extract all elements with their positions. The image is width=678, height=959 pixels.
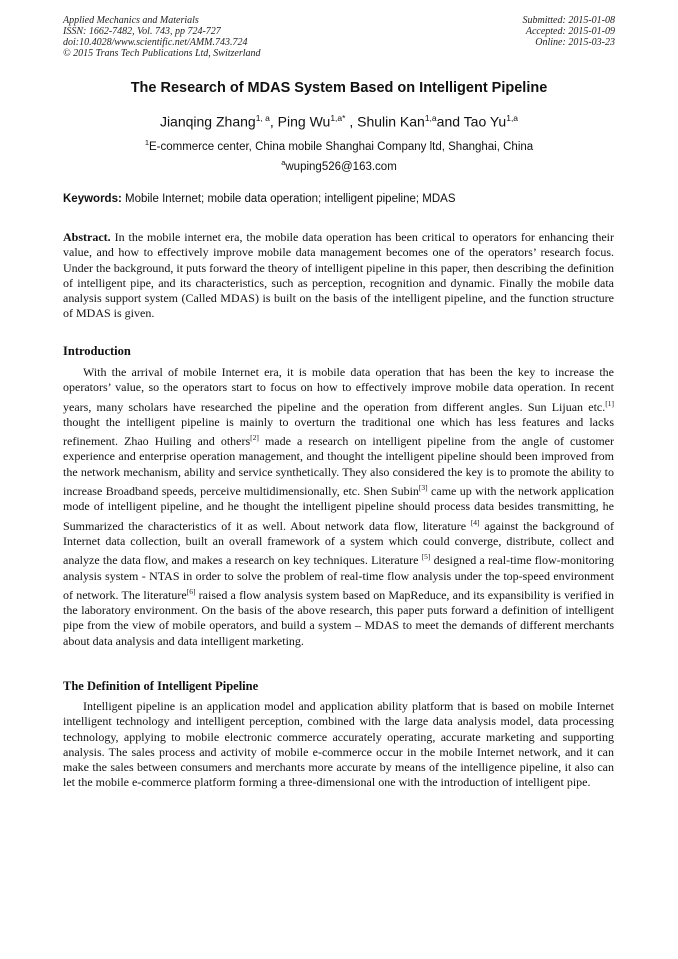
submitted-date: Submitted: 2015-01-08 bbox=[522, 15, 615, 26]
abstract-label: Abstract. bbox=[63, 230, 111, 244]
section-heading-definition: The Definition of Intelligent Pipeline bbox=[63, 679, 259, 693]
journal-name: Applied Mechanics and Materials bbox=[63, 15, 199, 26]
definition-text: Intelligent pipeline is an application model and application ability platform that is based on mobile Internet intelligent technology and intelligent perception, combined with the large data analysis model, data processing technology, applying to mobile electronic commerce accurately operating, accurate marketing and supporting analysis. The sales process and activity of mobile e-commerce occur in the mobile Internet network, and it can make the sales between consumers and merchants more accurate by means of the intelligence pipeline, it also can let the mobile e-commerce platform forming a three-dimensional one with the introduction of intelligent pipe. bbox=[63, 699, 614, 790]
intro-text: With the arrival of mobile Internet era, it is mobile data operation that has been the key to increase the operators’ value, so the operators start to focus on how to effectively improve mobile data operation. In recent years, many scholars have researched the pipeline and the operation from different angles. Sun Lijuan etc. bbox=[63, 365, 614, 414]
author-email bbox=[0, 158, 678, 173]
paper-title: The Research of MDAS System Based on Intelligent Pipeline bbox=[130, 80, 548, 96]
intro-text: thought the intelligent pipeline is mainly to overturn the traditional one which has less features and lacks refinement. Zhao Huiling and others bbox=[63, 414, 614, 449]
introduction-body bbox=[63, 365, 614, 649]
citation-ref: [1] bbox=[605, 398, 614, 408]
abstract bbox=[63, 230, 614, 322]
author-sup: 1,a* bbox=[330, 113, 346, 123]
author-name: Jianqing Zhang bbox=[159, 113, 256, 130]
intro-text: designed a real-time flow-monitoring analysis system - NTAS in order to solve the problem of real-time flow analysis under the top-speed environment of network. The literature bbox=[63, 553, 614, 602]
author-sup: 1,a bbox=[506, 113, 519, 123]
author-list bbox=[0, 113, 678, 130]
doi-line: doi:10.4028/www.scientific.net/AMM.743.724 bbox=[63, 37, 248, 48]
affiliation bbox=[0, 138, 678, 153]
online-date: Online: 2015-03-23 bbox=[535, 37, 615, 48]
citation-ref: [2] bbox=[250, 433, 259, 443]
accepted-date: Accepted: 2015-01-09 bbox=[525, 26, 615, 37]
intro-text: raised a flow analysis system based on MapReduce, and its expansibility is verified in the laboratory environment. On the basis of the above research, this paper puts forward a definition of intelligent pipe from the view of mobile operators, and build a system – MDAS to meet the demands of different merchants about data analysis and data intelligent marketing. bbox=[63, 587, 614, 648]
keywords-label: Keywords: bbox=[63, 193, 122, 205]
citation-ref: [4] bbox=[470, 517, 480, 527]
email-text: wuping526@163.com bbox=[285, 160, 397, 173]
citation-ref: [5] bbox=[421, 552, 431, 562]
keywords bbox=[63, 193, 613, 205]
author-sup: 1, a bbox=[255, 113, 270, 123]
journal-info bbox=[63, 15, 261, 59]
affiliation-text: E-commerce center, China mobile Shanghai Company ltd, Shanghai, China bbox=[148, 140, 534, 153]
section-heading-introduction: Introduction bbox=[63, 344, 131, 358]
citation-ref: [6] bbox=[186, 586, 196, 596]
author-name: and Tao Yu bbox=[436, 113, 507, 130]
affiliation-sup: 1 bbox=[144, 138, 149, 147]
citation-ref: [3] bbox=[418, 483, 428, 493]
copyright-line: © 2015 Trans Tech Publications Ltd, Switzerland bbox=[63, 48, 261, 59]
abstract-text: In the mobile internet era, the mobile data operation has been critical to operators for enhancing their value, and how to effectively improve mobile data management becomes one of the operators’ research focus. Under the background, it puts forward the theory of intelligent pipeline in this paper, then describing the definition of intelligent pipe, and its characteristics, such as perception, recognition and dynamic. Finally the mobile data analysis support system (Called MDAS) is built on the basis of the intelligent pipeline, and the function structure of MDAS is given. bbox=[63, 230, 614, 321]
keywords-text: Mobile Internet; mobile data operation; intelligent pipeline; MDAS bbox=[121, 193, 456, 205]
definition-body bbox=[63, 699, 614, 791]
issn-line: ISSN: 1662-7482, Vol. 743, pp 724-727 bbox=[63, 26, 221, 37]
author-name: , Shulin Kan bbox=[345, 113, 425, 130]
email-sup: a bbox=[281, 158, 286, 167]
author-sup: 1,a bbox=[424, 113, 437, 123]
author-name: , Ping Wu bbox=[269, 113, 331, 130]
intro-text: came up with the network application mode of intelligent pipeline, and he thought the intelligent pipeline should process data besides transmitting, he Summarized the characteristics of it as well. About network data flow, literature bbox=[63, 484, 614, 533]
intro-text: made a research on intelligent pipeline from the angle of customer experience and enterprise operation management, and thought the intelligent pipeline should been improved from the network mechanism, ability and service synthetically. They also considered the key is to promote the ability to increase Broadband speeds, perceive multidimensionally, etc. Shen Subin bbox=[63, 434, 615, 499]
intro-text: against the background of Internet data collection, built an overall framework of a system which could converge, distribute, collect and analyze the data flow, and makes a research on key techniques. Literature bbox=[63, 518, 614, 568]
dates-info bbox=[523, 15, 616, 48]
